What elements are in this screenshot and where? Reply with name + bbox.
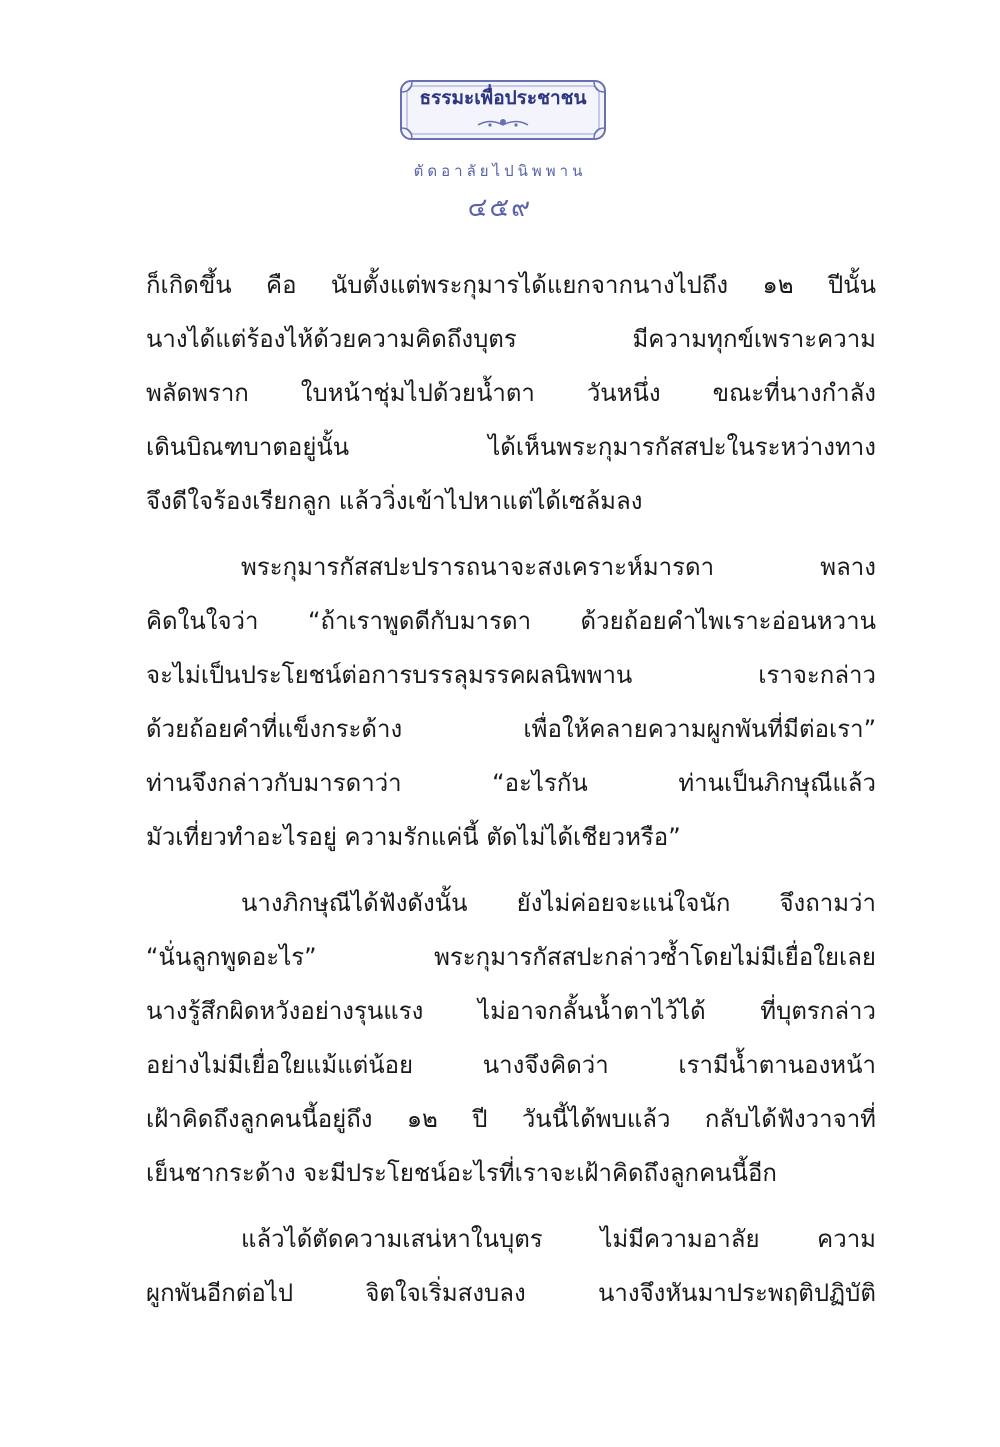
text-line: อย่างไม่มีเยื่อใยแม้แต่น้อย นางจึงคิดว่า เรามีน้ำตานองหน้า (146, 1051, 876, 1079)
text-line: ท่านจึงกล่าวกับมารดาว่า “อะไรกัน ท่านเป็นภิกษุณีแล้ว (146, 769, 876, 797)
text-line: เฝ้าคิดถึงลูกคนนี้อยู่ถึง ๑๒ ปี วันนี้ได้พบแล้ว กลับได้ฟังวาจาที่ (146, 1105, 876, 1133)
publisher-logo (398, 78, 608, 142)
page-number: ๔๕๙ (467, 193, 533, 223)
paragraph (146, 258, 876, 528)
text-line: เย็นชากระด้าง จะมีประโยชน์อะไรที่เราจะเฝ้าคิดถึงลูกคนนี้อีก (146, 1159, 777, 1187)
text-line: จะไม่เป็นประโยชน์ต่อการบรรลุมรรคผลนิพพาน เราจะกล่าว (146, 661, 876, 689)
text-line: ผูกพันอีกต่อไป จิตใจเริ่มสงบลง นางจึงหันมาประพฤติปฏิบัติ (146, 1279, 876, 1307)
text-line: ด้วยถ้อยคำที่แข็งกระด้าง เพื่อให้คลายความผูกพันที่มีต่อเรา” (146, 715, 876, 743)
logo-text: ธรรมะเพื่อประชาชน (419, 87, 587, 109)
text-line: พระกุมารกัสสปะปรารถนาจะสงเคราะห์มารดา พลาง (241, 553, 876, 581)
text-line: “นั่นลูกพูดอะไร” พระกุมารกัสสปะกล่าวซ้ำโดยไม่มีเยื่อใยเลย (146, 943, 876, 971)
paragraph-spacer (146, 1200, 876, 1212)
paragraph (146, 876, 876, 1200)
paragraph-spacer (146, 528, 876, 540)
text-line: ก็เกิดขึ้น คือ นับตั้งแต่พระกุมารได้แยกจากนางไปถึง ๑๒ ปีนั้น (146, 271, 876, 299)
paragraph (146, 1212, 876, 1320)
text-line: คิดในใจว่า “ถ้าเราพูดดีกับมารดา ด้วยถ้อยคำไพเราะอ่อนหวาน (146, 607, 876, 635)
text-line: เดินบิณฑบาตอยู่นั้น ได้เห็นพระกุมารกัสสปะในระหว่างทาง (146, 433, 876, 461)
text-line: จึงดีใจร้องเรียกลูก แล้ววิ่งเข้าไปหาแต่ได้เซล้มลง (146, 487, 643, 515)
text-line: แล้วได้ตัดความเสน่หาในบุตร ไม่มีความอาลัย ความ (241, 1225, 876, 1253)
text-line: นางภิกษุณีได้ฟังดังนั้น ยังไม่ค่อยจะแน่ใจนัก จึงถามว่า (241, 889, 876, 917)
text-line: มัวเที่ยวทำอะไรอยู่ ความรักแค่นี้ ตัดไม่ได้เชียวหรือ” (146, 823, 681, 851)
body-text (146, 258, 876, 1320)
text-line: นางรู้สึกผิดหวังอย่างรุนแรง ไม่อาจกลั้นน้ำตาไว้ได้ ที่บุตรกล่าว (146, 997, 876, 1025)
text-line: พลัดพราก ใบหน้าชุ่มไปด้วยน้ำตา วันหนึ่ง ขณะที่นางกำลัง (146, 379, 876, 407)
book-title: ตัดอาลัยไปนิพพาน (413, 162, 587, 180)
paragraph-spacer (146, 864, 876, 876)
paragraph (146, 540, 876, 864)
text-line: นางได้แต่ร้องไห้ด้วยความคิดถึงบุตร มีความทุกข์เพราะความ (146, 325, 876, 353)
